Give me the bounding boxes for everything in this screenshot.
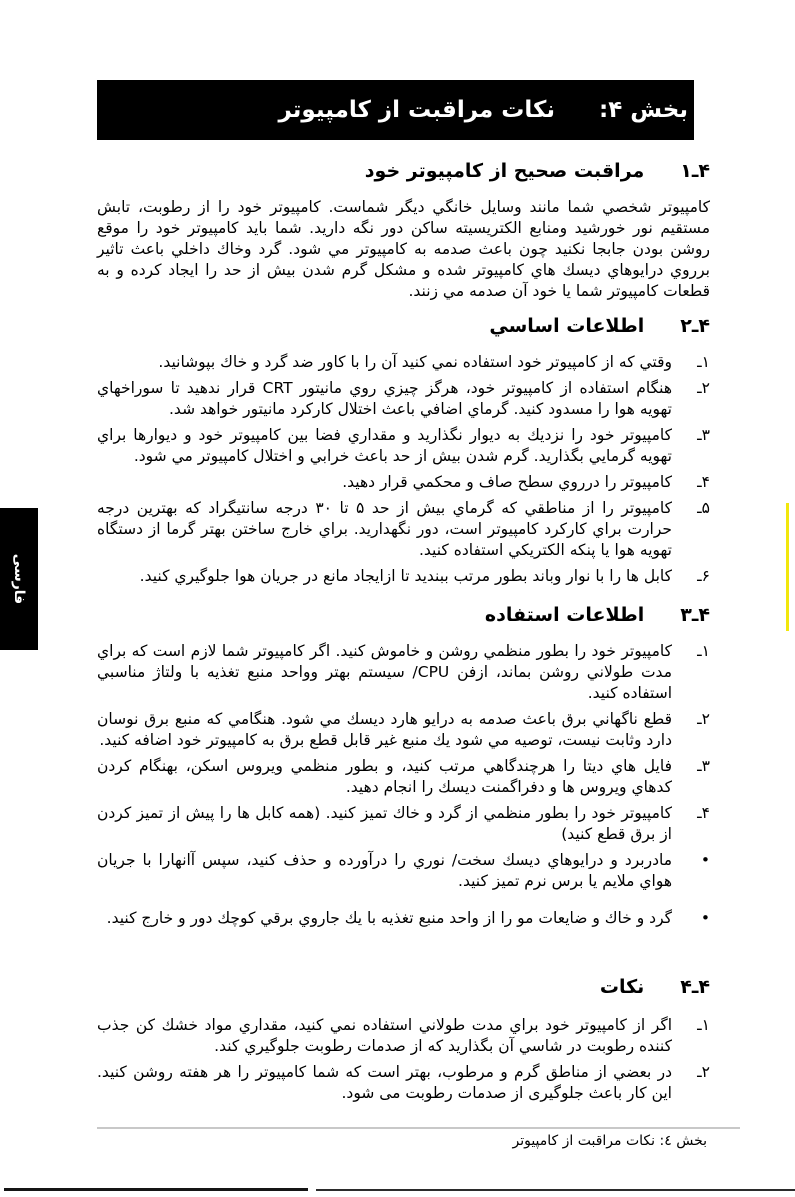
- item-text: هنگام استفاده از کامپیوتر خود، هرگز چیزي روي مانیتور CRT قرار ندهید تا سوراخهاي تهویه هوا را مسدود کنید. گرماي اضافي باعث اختلال کارکرد مانیتور خواهد شد.: [97, 379, 673, 418]
- footer-text: بخش ٤: نکات مراقبت از کامپیوتر: [512, 1133, 707, 1149]
- item-text: مادربرد و درایوهاي دیسك سخت/ نوري را درآورده و حذف کنید، سپس آانهارا با جریان هواي ملایم یا برس نرم تمیز کنید.: [97, 851, 672, 890]
- list-item: [97, 641, 710, 704]
- list-item: [97, 1062, 710, 1104]
- item-text: گرد و خاك و ضایعات مو را از واحد منبع تغذیه با یك جاروي برقي کوچك دور و خارج کنید.: [106, 909, 672, 927]
- list-item: [97, 378, 710, 420]
- language-tab: [0, 508, 38, 650]
- section-number: ۴ـ۳: [680, 604, 710, 626]
- item-marker: ۵ـ: [697, 499, 710, 517]
- item-text: فایل هاي دیتا را هرچندگاهي مرتب کنید، و بطور منظمي ویروس اسکن، بهنگام کردن کدهاي ویروس ها و دفراگمنت دیسك را انجام دهید.: [97, 757, 672, 796]
- list-item: [97, 803, 710, 845]
- item-text: کامپیوتر خود را بطور منظمي از گرد و خاك تمیز کنید. (همه کابل ها را پیش از تمیز کردن از برق قطع کنید): [97, 804, 672, 843]
- language-tab-label: فارسی: [11, 553, 28, 605]
- usage-info-list: [97, 641, 710, 929]
- list-item: [97, 425, 710, 467]
- section-heading-4-1: [97, 157, 710, 185]
- section-number: ۴ـ۱: [680, 160, 710, 182]
- page-edge-artifact: [4, 1188, 308, 1191]
- item-marker: ۳ـ: [697, 757, 710, 775]
- section-title-band: [97, 80, 694, 140]
- item-marker: ۲ـ: [697, 379, 710, 397]
- item-marker: ۱ـ: [697, 642, 710, 660]
- item-marker: ۱ـ: [697, 1016, 710, 1034]
- item-marker: ۲ـ: [697, 710, 710, 728]
- item-marker: ۴ـ: [697, 804, 710, 822]
- item-text: اگر از کامپیوتر خود براي مدت طولاني استفاده نمي کنید، مقداري مواد خشك کن جذب کننده رطوبت در شاسي آن بگذارید که از صدمات رطوبت جلوگیري کند.: [97, 1016, 672, 1055]
- list-item: [97, 709, 710, 751]
- section-title: مراقبت صحيح از کامپيوتر خود: [364, 160, 645, 182]
- page-edge-artifact: [316, 1189, 795, 1191]
- list-item: [97, 1015, 710, 1057]
- section-heading-4-4: [97, 973, 710, 1001]
- section-number: ۴ـ۲: [680, 315, 710, 337]
- yellow-scan-edge-line: [786, 503, 789, 631]
- section-heading-4-2: [97, 312, 710, 340]
- item-marker: ۶ـ: [697, 567, 710, 585]
- bullet-item: [97, 850, 710, 892]
- list-item: [97, 756, 710, 798]
- band-section-label: بخش ۴:: [599, 97, 688, 123]
- list-item: [97, 352, 710, 373]
- item-marker: ۲ـ: [697, 1063, 710, 1081]
- footer-rule: [97, 1127, 740, 1129]
- item-marker: ۴ـ: [697, 473, 710, 491]
- section-title: اطلاعات استفاده: [484, 604, 645, 626]
- basic-info-list: [97, 352, 710, 587]
- item-text: کابل ها را با نوار وباند بطور مرتب ببندید تا ازایجاد مانع در جریان هوا جلوگیري کنید.: [139, 567, 672, 585]
- bullet-marker: •: [700, 851, 710, 869]
- item-text: کامپیوتر را از مناطقي که گرماي بیش از حد ۵ تا ۳۰ درجه سانتیگراد که بهترین درجه حرارت براي کارکرد کامپیوتر است، دور نگهدارید. براي خارج ساختن بهتر گرما از دستگاه تهویه هوا یا پنکه الکتریکي استفاده کنید.: [97, 499, 673, 559]
- item-text: در بعضي از مناطق گرم و مرطوب، بهتر است که شما کامپیوتر را هر هفته روشن کنید. این کار باعث جلوگیری از صدمات رطوبت می شود.: [97, 1063, 672, 1102]
- item-text: کامپیوتر خود را نزدیك به دیوار نگذارید و مقداري فضا بین کامپیوتر خود و دیوارها براي تهویه گرمایي بگذارید. گرم شدن بیش از حد باعث خرابي و اختلال کامپیوتر مي شود.: [97, 426, 672, 465]
- section-title: نکات: [599, 976, 645, 998]
- bullet-marker: •: [700, 909, 710, 927]
- list-item: [97, 472, 710, 493]
- section-number: ۴ـ۴: [680, 976, 710, 998]
- item-marker: ۱ـ: [697, 353, 710, 371]
- section-title: اطلاعات اساسي: [489, 315, 645, 337]
- band-title: نکات مراقبت از کامپیوتر: [278, 97, 556, 123]
- item-text: کامپیوتر را درروي سطح صاف و محکمي قرار دهید.: [342, 473, 672, 491]
- item-text: قطع ناگهاني برق باعث صدمه به درایو هارد دیسك مي شود. هنگامي که منبع برق نوسان دارد وثابت نیست، توصیه مي شود یك منبع غیر قابل قطع برق به کامپیوتر خود اضافه کنید.: [97, 710, 672, 749]
- tips-list: [97, 1015, 710, 1104]
- section-heading-4-3: [97, 601, 710, 629]
- intro-paragraph: کامپیوتر شخصي شما مانند وسایل خانگي دیگر شماست. کامپیوتر خود را از رطوبت، تابش مستقیم نور خورشید ومنابع الکتریسیته ساکن دور نگه دارید. شما باید کامپیوتر خود را موقع روشن بودن جابجا نکنید چون باعث صدمه به کامپیوتر مي شود. گرد وخاك داخلي باعث تاثیر برروي درایوهاي دیسك هاي کامپیوتر شده و مشکل گرم شدن بیش از حد را ایجاد کرده و به قطعات کامپیوتر شما یا خود آن صدمه مي زنند.: [97, 198, 710, 300]
- item-marker: ۳ـ: [697, 426, 710, 444]
- page-content: [97, 147, 710, 1109]
- item-text: وقتي که از کامپیوتر خود استفاده نمي کنید آن را با کاور ضد گرد و خاك بپوشانید.: [158, 353, 672, 371]
- bullet-item: [97, 908, 710, 929]
- list-item: [97, 566, 710, 587]
- list-item: [97, 498, 710, 561]
- item-text: کامپیوتر خود را بطور منظمي روشن و خاموش کنید. اگر کامپیوتر شما لازم است که براي مدت طولاني روشن بماند، ازفن CPU/ سیستم بهتر وواحد منبع تغذیه با ولتاژ مناسبي استفاده کنید.: [97, 642, 672, 702]
